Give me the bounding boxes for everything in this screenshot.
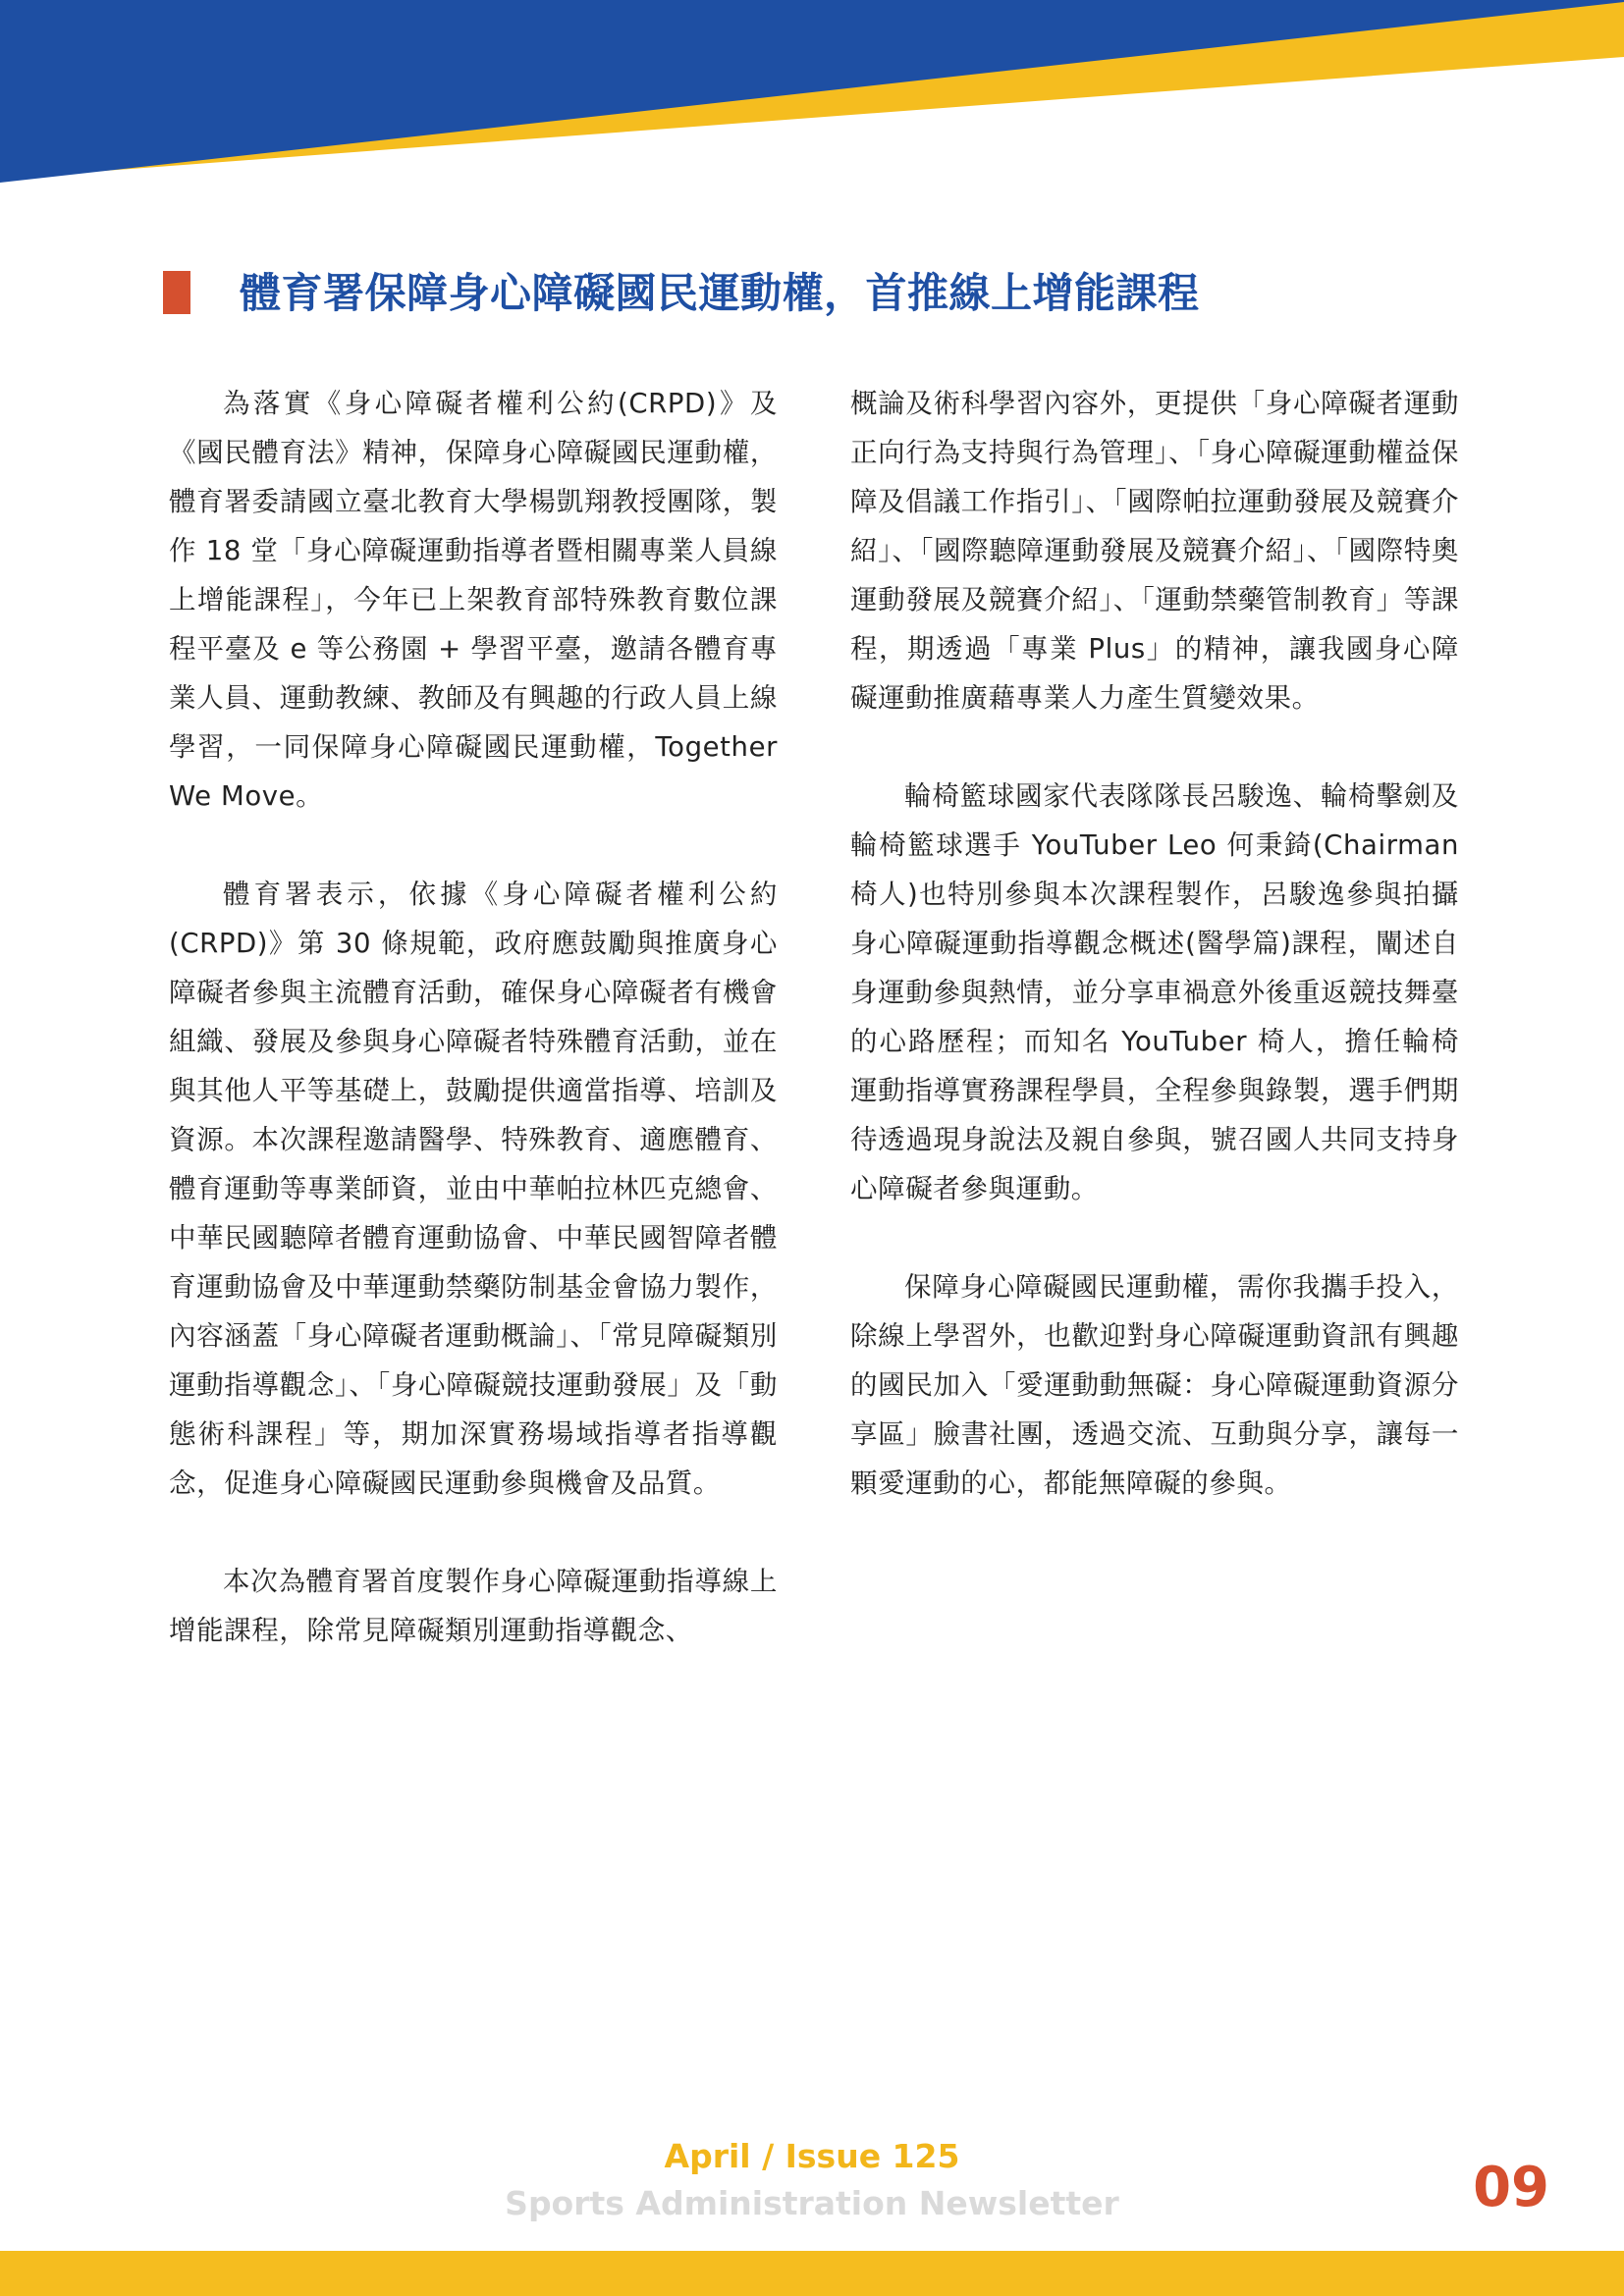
footer-publication-name: Sports Administration Newsletter xyxy=(505,2184,1119,2222)
paragraph: 保障身心障礙國民運動權，需你我攜手投入，除線上學習外，也歡迎對身心障礙運動資訊有興趣的國民加入「愛運動動無礙：身心障礙運動資源分享區」臉書社團，透過交流、互動與分享，讓每一顆愛運動的心，都能無障礙的參與。 xyxy=(850,1271,1459,1499)
page-number: 09 xyxy=(1473,2156,1549,2219)
title-marker xyxy=(163,271,190,314)
article-title-row xyxy=(163,261,1469,330)
right-column xyxy=(850,379,1459,1557)
paragraph-continued: 概論及術科學習內容外，更提供「身心障礙者運動正向行為支持與行為管理」、「身心障礙運動權益保障及倡議工作指引」、「國際帕拉運動發展及競賽介紹」、「國際聽障運動發展及競賽介紹」、「國際特奧運動發展及競賽介紹」、「運動禁藥管制教育」等課程，期透過「專業 Plus」的精神，讓我國身心障礙運動推廣藉專業人力產生質變效果。 xyxy=(850,388,1459,714)
bottom-bar xyxy=(0,2251,1624,2296)
top-banner xyxy=(0,0,1624,236)
footer-issue: April / Issue 125 xyxy=(664,2137,960,2175)
banner-blue-stripe xyxy=(0,0,1624,183)
paragraph: 為落實《身心障礙者權利公約(CRPD)》及《國民體育法》精神，保障身心障礙國民運動權，體育署委請國立臺北教育大學楊凱翔教授團隊，製作 18 堂「身心障礙運動指導者暨相關專業人員線上增能課程」，今年已上架教育部特殊教育數位課程平臺及 e 等公務園 + 學習平臺，邀請各體育專業人員、運動教練、教師及有興趣的行政人員上線學習，一同保障身心障礙國民運動權，Together We Move。 xyxy=(169,388,778,812)
paragraph: 輪椅籃球國家代表隊隊長呂駿逸、輪椅擊劍及輪椅籃球選手 YouTuber Leo 何秉錡(Chairman 椅人)也特別參與本次課程製作，呂駿逸參與拍攝身心障礙運動指導觀念概述(醫學篇)課程，闡述自身運動參與熱情，並分享車禍意外後重返競技舞臺的心路歷程；而知名 YouTuber 椅人，擔任輪椅運動指導實務課程學員，全程參與錄製，選手們期待透過現身說法及親自參與，號召國人共同支持身心障礙者參與運動。 xyxy=(850,780,1459,1204)
article-title: 體育署保障身心障礙國民運動權，首推線上增能課程 xyxy=(240,269,1200,317)
left-column xyxy=(169,379,778,1704)
paragraph: 體育署表示，依據《身心障礙者權利公約(CRPD)》第 30 條規範，政府應鼓勵與推廣身心障礙者參與主流體育活動，確保身心障礙者有機會組織、發展及參與身心障礙者特殊體育活動，並在與其他人平等基礎上，鼓勵提供適當指導、培訓及資源。本次課程邀請醫學、特殊教育、適應體育、體育運動等專業師資，並由中華帕拉林匹克總會、中華民國聽障者體育運動協會、中華民國智障者體育運動協會及中華運動禁藥防制基金會協力製作，內容涵蓋「身心障礙者運動概論」、「常見障礙類別運動指導觀念」、「身心障礙競技運動發展」及「動態術科課程」等，期加深實務場域指導者指導觀念，促進身心障礙國民運動參與機會及品質。 xyxy=(169,879,778,1499)
paragraph: 本次為體育署首度製作身心障礙運動指導線上增能課程，除常見障礙類別運動指導觀念、 xyxy=(169,1566,778,1646)
